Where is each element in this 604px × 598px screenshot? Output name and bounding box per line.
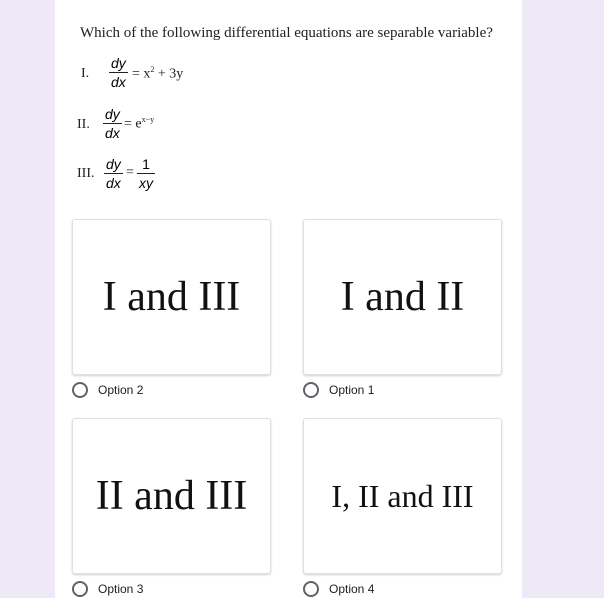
equation-2-fraction: [103, 107, 122, 140]
option-image-1[interactable]: [72, 219, 271, 375]
option-image-3-text: II and III: [95, 473, 248, 519]
radio-button[interactable]: [303, 581, 319, 597]
equation-2-numeral: II.: [77, 117, 90, 132]
equation-1-numeral: I.: [81, 66, 90, 81]
radio-button[interactable]: [72, 382, 88, 398]
option-image-2-text: I and II: [340, 274, 465, 320]
equation-3-numerator: dy: [106, 156, 121, 172]
radio-button[interactable]: [72, 581, 88, 597]
option-image-2[interactable]: [303, 219, 502, 375]
option-radio-row-1[interactable]: [72, 382, 143, 398]
equation-1-denominator: dx: [111, 74, 126, 90]
equation-1-rhs: = $x^2 + 3y$: [132, 65, 184, 82]
option-radio-row-4[interactable]: [303, 581, 374, 597]
option-radio-row-3[interactable]: [72, 581, 143, 597]
option-image-4-text: I, II and III: [331, 477, 474, 514]
equation-3-rhs-fraction: [137, 157, 155, 190]
equation-1-numerator: dy: [111, 55, 126, 71]
option-radio-row-2[interactable]: [303, 382, 374, 398]
option-label: Option 1: [329, 383, 375, 397]
equation-3-rhs-denominator: xy: [139, 175, 153, 191]
option-image-4[interactable]: [303, 418, 502, 574]
option-label: Option 3: [98, 582, 144, 596]
option-label: Option 4: [329, 582, 375, 596]
equation-1-fraction: [109, 56, 128, 89]
radio-button[interactable]: [303, 382, 319, 398]
option-image-3[interactable]: [72, 418, 271, 574]
equation-2-numerator: dy: [105, 106, 120, 122]
option-image-1-text: I and III: [102, 274, 241, 320]
question-text: Which of the following differential equations are separable variable?: [80, 25, 493, 41]
equation-3-rhs-numerator: 1: [142, 156, 150, 172]
equation-2-rhs: = $e^{x-y}$: [124, 115, 155, 132]
equation-3-equals: =: [126, 165, 134, 180]
equation-3-fraction: [104, 157, 123, 190]
question-card: [55, 0, 522, 598]
equation-2-denominator: dx: [105, 125, 120, 141]
equation-3-numeral: III.: [77, 166, 95, 181]
option-label: Option 2: [98, 383, 144, 397]
equation-3-denominator: dx: [106, 175, 121, 191]
